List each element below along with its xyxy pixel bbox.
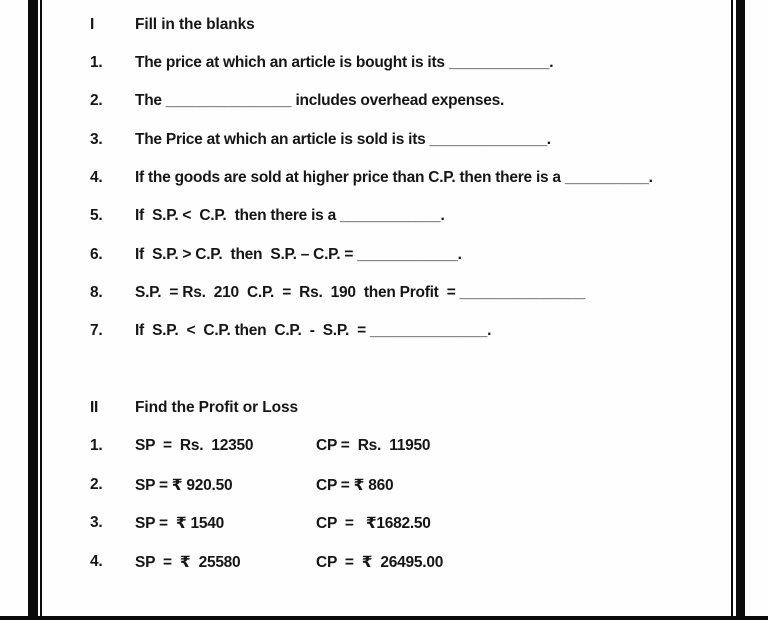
- question-text: If S.P. > C.P. then S.P. – C.P. = ____________.: [135, 246, 462, 263]
- cp-value: CP = ₹1682.50: [316, 515, 431, 532]
- question-row: [0, 246, 768, 268]
- question-text: If the goods are sold at higher price than C.P. then there is a __________.: [135, 169, 653, 186]
- section1-heading: [0, 16, 768, 38]
- question-row: [0, 284, 768, 306]
- question-number: 3.: [90, 131, 103, 148]
- page-border-bottom: [0, 616, 768, 620]
- cp-value: CP = Rs. 11950: [316, 437, 431, 454]
- problem-row: [0, 514, 768, 536]
- question-text: If S.P. < C.P. then C.P. - S.P. = ______________.: [135, 322, 492, 339]
- question-row: [0, 169, 768, 191]
- question-text: If S.P. < C.P. then there is a ____________.: [135, 207, 445, 224]
- sp-value: SP = ₹ 25580: [135, 554, 241, 571]
- problem-number: 3.: [90, 514, 103, 531]
- section1-title: Fill in the blanks: [135, 16, 255, 33]
- sp-value: SP = ₹ 920.50: [135, 477, 233, 494]
- question-number: 6.: [90, 246, 103, 263]
- question-row: [0, 54, 768, 76]
- problem-number: 4.: [90, 553, 103, 570]
- question-text: S.P. = Rs. 210 C.P. = Rs. 190 then Profit = _______________: [135, 284, 586, 301]
- section2-numeral: II: [90, 399, 99, 416]
- problem-number: 1.: [90, 437, 103, 454]
- problem-row: [0, 437, 768, 459]
- question-number: 4.: [90, 169, 103, 186]
- cp-value: CP = ₹ 860: [316, 477, 394, 494]
- question-text: The _______________ includes overhead expenses.: [135, 92, 505, 109]
- problem-row: [0, 553, 768, 575]
- section1-numeral: I: [90, 16, 95, 33]
- question-text: The Price at which an article is sold is its ______________.: [135, 131, 551, 148]
- section2-title: Find the Profit or Loss: [135, 399, 299, 416]
- sp-value: SP = Rs. 12350: [135, 437, 254, 454]
- question-number: 5.: [90, 207, 103, 224]
- question-number: 1.: [90, 54, 103, 71]
- question-number: 7.: [90, 322, 103, 339]
- question-row: [0, 131, 768, 153]
- question-row: [0, 92, 768, 114]
- question-text: The price at which an article is bought is its ____________.: [135, 54, 554, 71]
- cp-value: CP = ₹ 26495.00: [316, 554, 444, 571]
- section2-heading: [0, 399, 768, 421]
- problem-row: [0, 476, 768, 498]
- question-number: 2.: [90, 92, 103, 109]
- question-row: [0, 207, 768, 229]
- question-number: 8.: [90, 284, 103, 301]
- sp-value: SP = ₹ 1540: [135, 515, 224, 532]
- question-row: [0, 322, 768, 344]
- problem-number: 2.: [90, 476, 103, 493]
